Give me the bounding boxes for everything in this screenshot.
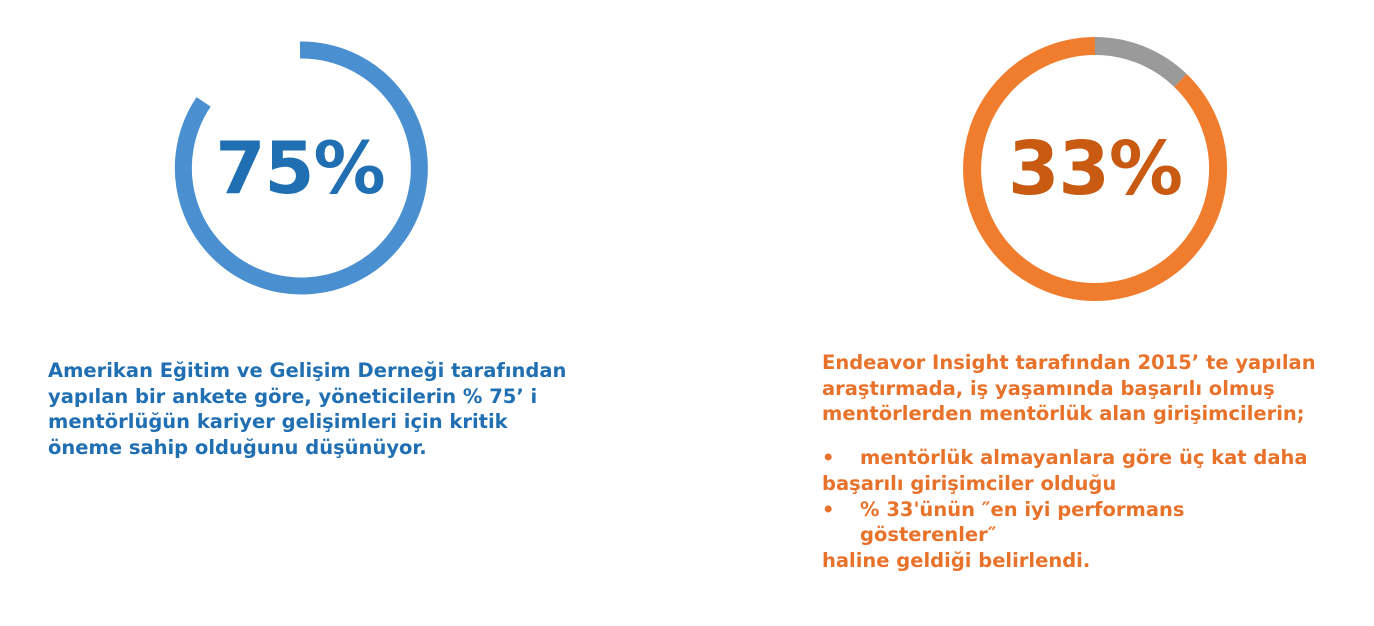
caption-right-intro-1: Endeavor Insight tarafından 2015’ te yapılan [822,351,1316,374]
donut-value-label-left: 75% [215,126,385,210]
caption-left-line-3: mentörlüğün kariyer gelişimleri için kritik [48,410,508,434]
bullet-text-1a: mentörlük almayanlara göre üç kat daha [860,446,1308,470]
bullet-text-2b: gösterenler″ [860,523,997,547]
caption-left-line-2: yapılan bir ankete göre, yöneticilerin % 75’ i [48,384,538,408]
caption-right [822,350,1374,574]
donut-value-label-right: 33% [1007,126,1183,212]
caption-right-intro-2: araştırmada, iş yaşamında başarılı olmuş [822,376,1275,400]
bullet-text-2a: % 33'ünün ″en iyi performans [860,497,1185,521]
bullet-item-1 [822,445,1374,471]
donut-chart-75 [160,28,440,308]
caption-right-intro-3: mentörlerden mentörlük alan girişimcilerin; [822,402,1305,426]
caption-left-line-1: Amerikan Eğitim ve Gelişim Derneği tarafından [48,359,567,382]
stat-panel-left [0,0,660,626]
caption-left [48,358,628,461]
stat-panel-right [770,0,1374,626]
caption-left-line-4: öneme sahip olduğunu düşünüyor. [48,436,427,460]
donut-chart-33 [950,24,1240,314]
bullet-text-1b: başarılı girişimciler olduğu [822,471,1117,495]
bullet-marker-2: • [822,497,835,521]
caption-spacer [822,427,1374,445]
donut-track-arc-right [1095,46,1181,81]
bullet-item-2 [822,497,1374,523]
caption-right-closing: haline geldiği belirlendi. [822,549,1091,573]
bullet-marker-1: • [822,446,835,470]
